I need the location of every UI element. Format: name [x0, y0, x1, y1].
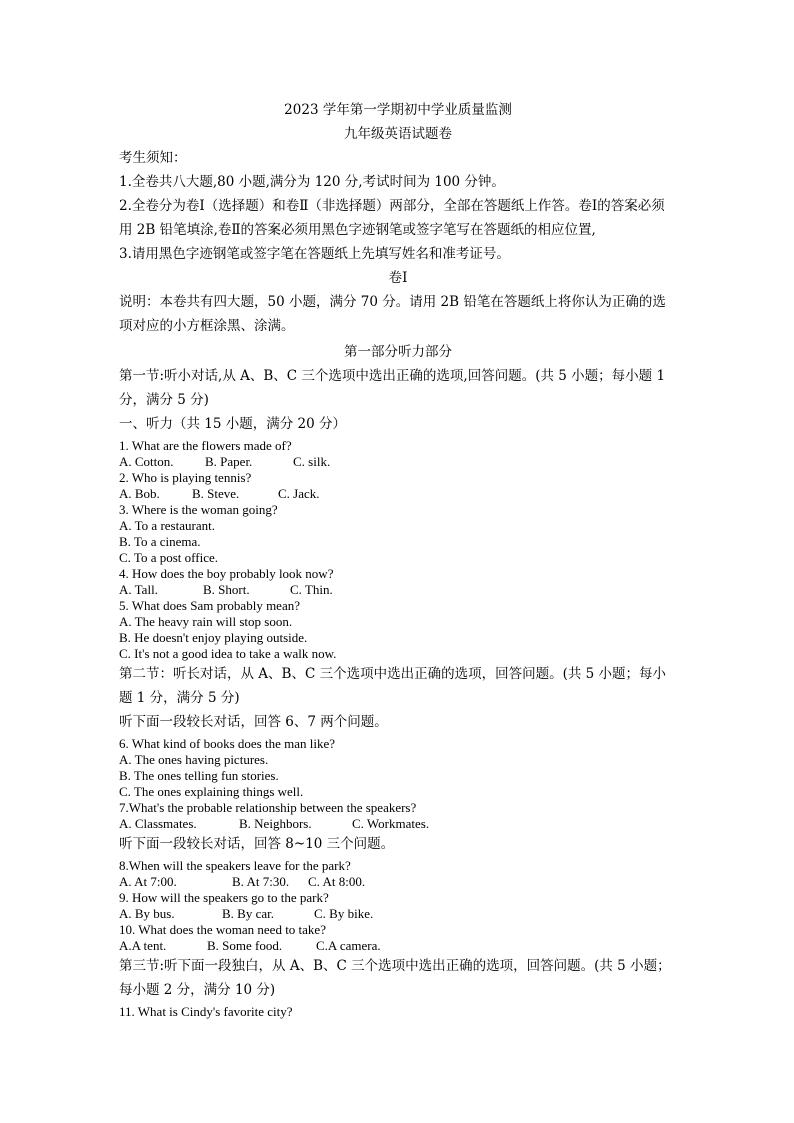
question-4-options [119, 582, 677, 598]
option: B. Paper. [205, 454, 253, 469]
section3-instructions: 第三节:听下面一段独白，从 A、B、C 三个选项中选出正确的选项，回答问题。(共 5 小题；每小题 2 分，满分 10 分) [119, 958, 671, 998]
option: B. At 7:30. [232, 874, 290, 889]
part1-title: 第一部分听力部分 [344, 344, 452, 360]
option: C. Workmates. [352, 816, 430, 831]
section2-instructions: 第二节：听长对话，从 A、B、C 三个选项中选出正确的选项，回答问题。(共 5 小题；每小题 1 分，满分 5 分) [119, 666, 667, 706]
question-2: 2. Who is playing tennis? [119, 470, 252, 485]
question-9-options [119, 906, 677, 922]
dialog2-intro: 听下面一段较长对话，回答 8~10 三个问题。 [119, 836, 395, 852]
volume-note: 说明：本卷共有四大题，50 小题，满分 70 分。请用 2B 铅笔在答题纸上将你认为正确的选项对应的小方框涂黑、涂满。 [119, 294, 666, 334]
volume-heading: 卷Ⅰ [388, 270, 408, 286]
option: C. Thin. [290, 582, 333, 597]
option: A.A tent. [119, 938, 167, 953]
exam-subtitle: 九年级英语试题卷 [344, 126, 452, 142]
question-9: 9. How will the speakers go to the park? [119, 890, 329, 905]
notice-2: 2.全卷分为卷Ⅰ（选择题）和卷Ⅱ（非选择题）两部分，全部在答题纸上作答。卷Ⅰ的答案必须用 2B 铅笔填涂,卷Ⅱ的答案必须用黑色字迹钢笔或签字笔写在答题纸的相应位置, [119, 198, 665, 238]
question-6-option-b: B. The ones telling fun stories. [119, 768, 279, 783]
question-2-options [119, 486, 677, 502]
exam-title: 2023 学年第一学期初中学业质量监测 [284, 102, 512, 118]
question-3-option-c: C. To a post office. [119, 550, 218, 565]
notice-1: 1.全卷共八大题,80 小题,满分为 120 分,考试时间为 100 分钟。 [119, 174, 505, 190]
option: A. At 7:00. [119, 874, 177, 889]
listening-heading: 一、听力（共 15 小题，满分 20 分） [119, 416, 347, 432]
question-10: 10. What does the woman need to take? [119, 922, 326, 937]
option: B. Some food. [207, 938, 283, 953]
question-5-option-a: A. The heavy rain will stop soon. [119, 614, 293, 629]
option: A. Bob. [119, 486, 160, 501]
question-8-options [119, 874, 677, 890]
question-3-option-a: A. To a restaurant. [119, 518, 215, 533]
option: C. Jack. [278, 486, 320, 501]
question-6: 6. What kind of books does the man like? [119, 736, 336, 751]
question-3: 3. Where is the woman going? [119, 502, 278, 517]
question-5-option-b: B. He doesn't enjoy playing outside. [119, 630, 308, 645]
option: A. Classmates. [119, 816, 197, 831]
option: A. Cotton. [119, 454, 174, 469]
question-5: 5. What does Sam probably mean? [119, 598, 300, 613]
question-7-options [119, 816, 677, 832]
option: B. Steve. [192, 486, 240, 501]
option: B. By car. [222, 906, 274, 921]
question-3-option-b: B. To a cinema. [119, 534, 201, 549]
question-1-options [119, 454, 677, 470]
question-10-options [119, 938, 677, 954]
dialog1-intro: 听下面一段较长对话，回答 6、7 两个问题。 [119, 714, 388, 730]
question-6-option-a: A. The ones having pictures. [119, 752, 269, 767]
option: A. By bus. [119, 906, 175, 921]
notice-header: 考生须知： [119, 150, 187, 166]
question-11: 11. What is Cindy's favorite city? [119, 1004, 293, 1019]
question-8: 8.When will the speakers leave for the park? [119, 858, 351, 873]
option: C. At 8:00. [308, 874, 366, 889]
option: C. silk. [293, 454, 331, 469]
notice-3: 3.请用黑色字迹钢笔或签字笔在答题纸上先填写姓名和准考证号。 [119, 246, 510, 262]
question-7: 7.What's the probable relationship between the speakers? [119, 800, 417, 815]
option: C. By bike. [314, 906, 374, 921]
question-1: 1. What are the flowers made of? [119, 438, 292, 453]
option: C.A camera. [316, 938, 381, 953]
question-6-option-c: C. The ones explaining things well. [119, 784, 304, 799]
option: B. Short. [203, 582, 250, 597]
question-5-option-c: C. It's not a good idea to take a walk now. [119, 646, 337, 661]
option: A. Tall. [119, 582, 158, 597]
option: B. Neighbors. [239, 816, 312, 831]
question-4: 4. How does the boy probably look now? [119, 566, 334, 581]
section1-instructions: 第一节:听小对话,从 A、B、C 三个选项中选出正确的选项,回答问题。(共 5 小题；每小题 1 分，满分 5 分) [119, 368, 666, 408]
